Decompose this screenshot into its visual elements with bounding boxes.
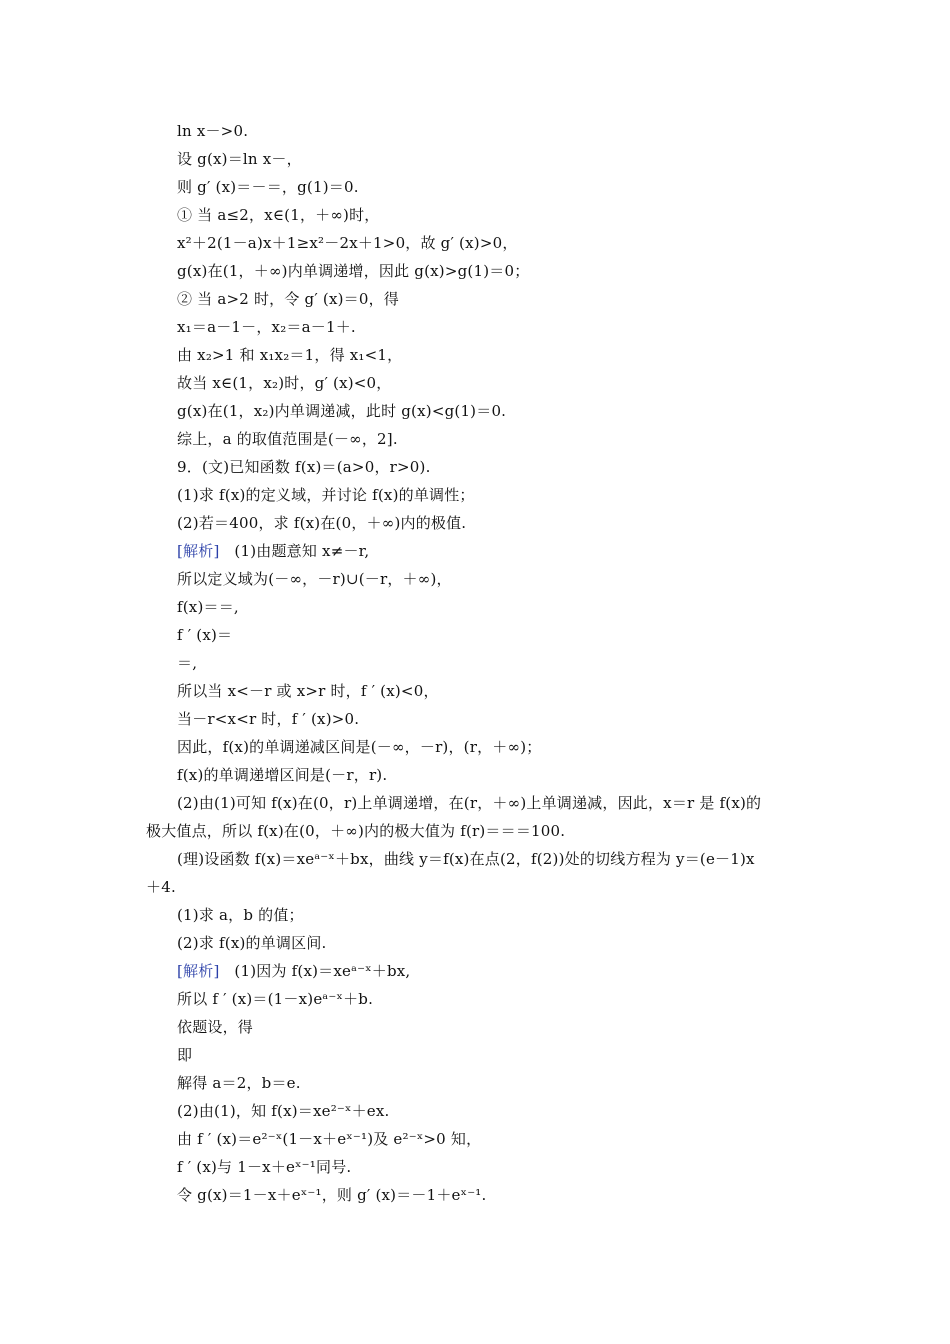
text-line: ln x－>0.: [177, 122, 249, 140]
text-line: [177, 961, 410, 981]
text-line: 当－r<x<r 时，f ′ (x)>0.: [177, 710, 360, 728]
text-line: 所以定义域为(－∞，－r)∪(－r，＋∞)，: [177, 570, 452, 588]
text-line: g(x)在(1，＋∞)内单调递增，因此 g(x)>g(1)＝0；: [177, 262, 530, 280]
text-line: f(x)的单调递增区间是(－r，r).: [177, 766, 388, 784]
text-line: 令 g(x)＝1－x＋eˣ⁻¹，则 g′ (x)＝－1＋eˣ⁻¹.: [177, 1186, 487, 1204]
text-line: 故当 x∈(1，x₂)时，g′ (x)<0，: [177, 374, 392, 392]
analysis-tag: [解析]: [177, 542, 220, 560]
text-line: f ′ (x)＝: [177, 626, 233, 644]
text-line: 综上，a 的取值范围是(－∞，2].: [177, 430, 398, 448]
text-line: 解得 a＝2，b＝e.: [177, 1074, 301, 1092]
text-line: 由 f ′ (x)＝e²⁻ˣ(1－x＋eˣ⁻¹)及 e²⁻ˣ>0 知，: [177, 1130, 482, 1148]
text-line: (1)求 f(x)的定义域，并讨论 f(x)的单调性；: [177, 486, 475, 504]
text-line: [177, 541, 369, 561]
text-line: f(x)＝＝,: [177, 598, 239, 616]
analysis-tag: [解析]: [177, 962, 220, 980]
text-line: (2)由(1)可知 f(x)在(0，r)上单调递增，在(r，＋∞)上单调递减，因此，x＝r 是 f(x)的: [177, 794, 762, 812]
text-line: ① 当 a≤2，x∈(1，＋∞)时，: [177, 206, 380, 224]
problem-heading: (理)设函数 f(x)＝xeᵃ⁻ˣ＋bx，曲线 y＝f(x)在点(2，f(2))处的切线方程为 y＝(e－1)x: [177, 850, 755, 868]
text-line: 所以当 x<－r 或 x>r 时，f ′ (x)<0，: [177, 682, 439, 700]
text-span: (1)因为 f(x)＝xeᵃ⁻ˣ＋bx,: [234, 962, 411, 980]
text-line: 极大值点，所以 f(x)在(0，＋∞)内的极大值为 f(r)＝＝＝100.: [146, 822, 566, 840]
text-line: (2)若＝400，求 f(x)在(0，＋∞)内的极值.: [177, 514, 467, 532]
text-line: 由 x₂>1 和 x₁x₂＝1，得 x₁<1，: [177, 346, 403, 364]
problem-heading: 9．(文)已知函数 f(x)＝(a>0，r>0).: [177, 458, 431, 476]
text-span: (1)由题意知 x≠－r,: [234, 542, 370, 560]
text-line: x₁＝a－1－，x₂＝a－1＋.: [177, 318, 356, 336]
text-line: (2)求 f(x)的单调区间.: [177, 934, 327, 952]
text-line: 即: [177, 1046, 193, 1064]
text-line: (1)求 a，b 的值；: [177, 906, 304, 924]
text-line: 则 g′ (x)＝－＝，g(1)＝0.: [177, 178, 359, 196]
text-line: ② 当 a>2 时，令 g′ (x)＝0，得: [177, 290, 400, 308]
text-line: (2)由(1)，知 f(x)＝xe²⁻ˣ＋ex.: [177, 1102, 390, 1120]
text-line: 因此，f(x)的单调递减区间是(－∞，－r)，(r，＋∞)；: [177, 738, 542, 756]
text-line: g(x)在(1，x₂)内单调递减，此时 g(x)<g(1)＝0.: [177, 402, 507, 420]
text-line: 设 g(x)＝ln x－，: [177, 150, 302, 168]
text-line: ＋4.: [146, 878, 176, 896]
text-line: 依题设，得: [177, 1018, 254, 1036]
text-line: 所以 f ′ (x)＝(1－x)eᵃ⁻ˣ＋b.: [177, 990, 374, 1008]
text-line: x²＋2(1－a)x＋1≥x²－2x＋1>0，故 g′ (x)>0，: [177, 234, 518, 252]
text-line: ＝,: [177, 654, 198, 672]
text-line: f ′ (x)与 1－x＋eˣ⁻¹同号.: [177, 1158, 352, 1176]
